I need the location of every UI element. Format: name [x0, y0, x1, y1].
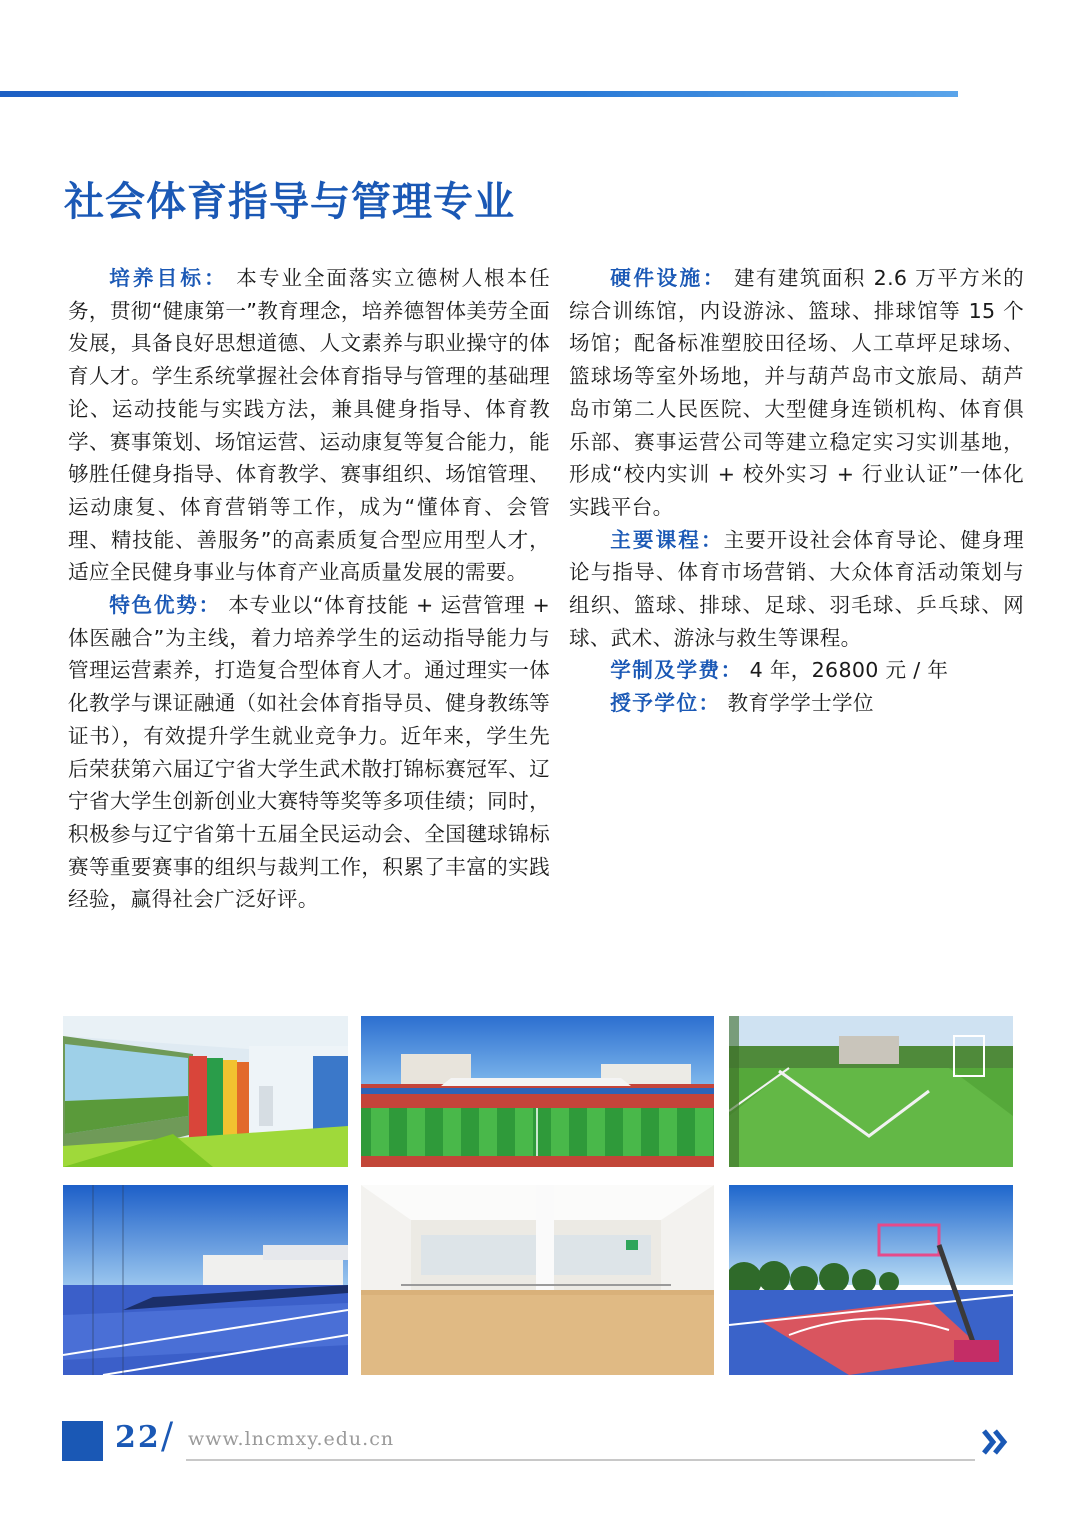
- soccer-pitch-photo: [729, 1016, 1013, 1167]
- feature-paragraph: [68, 589, 550, 916]
- training-goal-paragraph: [68, 262, 550, 589]
- page-title: 社会体育指导与管理专业: [64, 179, 515, 225]
- right-column: [569, 262, 1024, 720]
- training-goal-text: 本专业全面落实立德树人根本任务，贯彻“健康第一”教育理念，培养德智体美劳全面发展，具备良好思想道德、人文素养与职业操守的体育人才。学生系统掌握社会体育指导与管理的基础理论、运动技能与实践方法，兼具健身指导、体育教学、赛事策划、场馆运营、运动康复等复合能力，能够胜任健身指导、体育教学、赛事组织、场馆管理、运动康复、体育营销等工作，成为“懂体育、会管理、精技能、善服务”的高素质复合型应用型人才，适应全民健身事业与体育产业高质量发展的需要。: [68, 266, 550, 585]
- photo-grid: [63, 1016, 1013, 1376]
- basketball-court-photo: [729, 1185, 1013, 1375]
- page-number: 22: [115, 1420, 161, 1455]
- training-goal-label: 培养目标：: [109, 266, 228, 290]
- course-paragraph: [569, 524, 1024, 655]
- top-accent-bar: [0, 91, 958, 97]
- feature-text: 本专业以“体育技能 + 运营管理 + 体医融合”为主线，着力培养学生的运动指导能力与管理运营素养，打造复合型体育人才。通过理实一体化教学与课证融通（如社会体育指导员、健身教练等证书），有效提升学生就业竞争力。近年来，学生先后荣获第六届辽宁省大学生武术散打锦标赛冠军、辽宁省大学生创新创业大赛特等奖等多项佳绩；同时，积极参与辽宁省第十五届全民运动会、全国毽球锦标赛等重要赛事的组织与裁判工作，积累了丰富的实践经验，赢得社会广泛好评。: [68, 593, 551, 912]
- footer-square: [62, 1421, 103, 1461]
- course-label: 主要课程：: [610, 527, 724, 552]
- hardware-paragraph: [569, 262, 1024, 524]
- degree-text: 教育学学士学位: [727, 691, 874, 716]
- dance-hall-photo: [361, 1185, 714, 1375]
- golf-simulator-photo: [63, 1016, 348, 1167]
- degree-paragraph: [569, 687, 1024, 720]
- footer-slash: /: [161, 1416, 174, 1457]
- tuition-text: 4 年，26800 元 / 年: [749, 658, 949, 683]
- feature-label: 特色优势：: [109, 593, 222, 618]
- tuition-paragraph: [569, 654, 1024, 687]
- double-chevron-right-icon[interactable]: [980, 1428, 1010, 1456]
- website-url[interactable]: www.lncmxy.edu.cn: [188, 1428, 395, 1450]
- degree-label: 授予学位：: [610, 691, 721, 716]
- footer-divider: [186, 1459, 975, 1461]
- left-column: [68, 262, 550, 916]
- course-text: 主要开设社会体育导论、健身理论与指导、体育市场营销、大众体育活动策划与组织、篮球、排球、足球、羽毛球、乒乓球、网球、武术、游泳与救生等课程。: [569, 527, 1025, 650]
- stadium-field-photo: [361, 1016, 714, 1167]
- hardware-text: 建有建筑面积 2.6 万平方米的综合训练馆，内设游泳、篮球、排球馆等 15 个场馆；配备标准塑胶田径场、人工草坪足球场、篮球场等室外场地，并与葫芦岛市文旅局、葫芦岛市第二人民医院、大型健身连锁机构、体育俱乐部、赛事运营公司等建立稳定实习实训基地，形成“校内实训 + 校外实习 + 行业认证”一体化实践平台。: [569, 266, 1024, 519]
- hardware-label: 硬件设施：: [610, 266, 727, 290]
- tennis-court-photo: [63, 1185, 348, 1375]
- tuition-label: 学制及学费：: [610, 658, 743, 683]
